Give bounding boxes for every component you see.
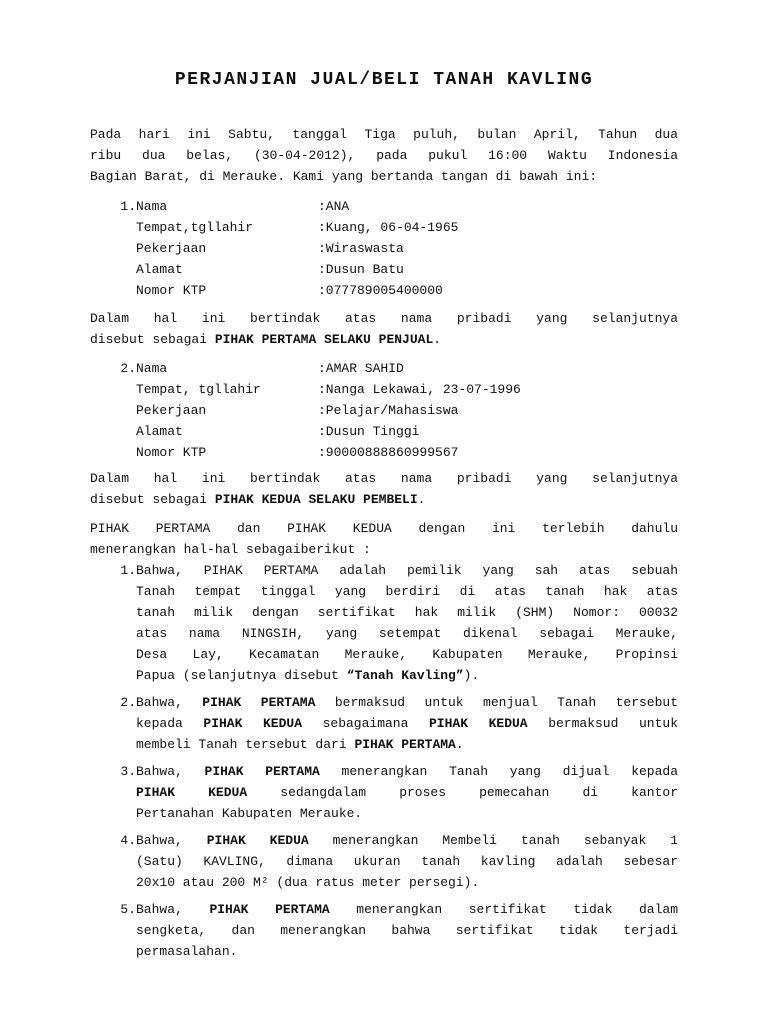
field-value: :Nanga Lekawai, 23-07-1996 <box>318 382 521 397</box>
preamble-line: PIHAK PERTAMA dan PIHAK KEDUA dengan ini terlebih dahulu <box>90 521 678 536</box>
identity-row <box>90 280 678 301</box>
field-value: :Dusun Batu <box>318 262 404 277</box>
party2-identity <box>90 358 678 463</box>
field-label: Nama <box>136 361 168 376</box>
list-number: 2. <box>120 695 136 710</box>
field-value: :077789005400000 <box>318 283 443 298</box>
party2-role-paragraph <box>90 468 678 510</box>
identity-row <box>90 259 678 280</box>
intro-paragraph <box>90 124 678 187</box>
list-item: 2. Bahwa, PIHAK PERTAMA bermaksud untuk menjual Tanah tersebut kepada PIHAK KEDUA sebagaimana PIHAK KEDUA bermaksud untuk membeli Tanah tersebut dari PIHAK PERTAMA. <box>90 692 678 755</box>
field-label: Nama <box>136 199 168 214</box>
field-label: Nomor KTP <box>136 283 207 298</box>
preamble-line: menerangkan hal-hal sebagaiberikut : <box>90 542 371 557</box>
field-label: Tempat, tgllahir <box>136 382 261 397</box>
points-list <box>90 560 678 968</box>
identity-row <box>90 217 678 238</box>
party1-role: PIHAK PERTAMA SELAKU PENJUAL <box>214 332 434 347</box>
field-label: Tempat,tgllahir <box>136 220 254 235</box>
field-label: Alamat <box>136 262 183 277</box>
list-number: 3. <box>120 764 136 779</box>
intro-line: Bagian Barat, di Merauke. Kami yang bertanda tangan di bawah ini: <box>90 169 598 184</box>
preamble-paragraph <box>90 518 678 560</box>
field-value: :AMAR SAHID <box>318 361 404 376</box>
list-number: 2. <box>120 361 136 376</box>
party1-role-paragraph <box>90 308 678 350</box>
list-item: 4. Bahwa, PIHAK KEDUA menerangkan Membeli tanah sebanyak 1 (Satu) KAVLING, dimana ukuran tanah kavling adalah sebesar 20x10 atau 200 M² (dua ratus meter persegi). <box>90 830 678 893</box>
field-value: :90000888860999567 <box>318 445 459 460</box>
field-label: Alamat <box>136 424 183 439</box>
list-item: 5. Bahwa, PIHAK PERTAMA menerangkan sertifikat tidak dalam sengketa, dan menerangkan bahwa sertifikat tidak terjadi permasalahan. <box>90 899 678 962</box>
party1-identity <box>90 196 678 301</box>
identity-row <box>90 196 678 217</box>
list-number: 5. <box>120 902 136 917</box>
field-label: Nomor KTP <box>136 445 207 460</box>
field-value: :Wiraswasta <box>318 241 404 256</box>
intro-line: ribu dua belas, (30-04-2012), pada pukul 16:00 Waktu Indonesia <box>90 148 678 163</box>
document-title: PERJANJIAN JUAL/BELI TANAH KAVLING <box>174 70 594 90</box>
identity-row <box>90 421 678 442</box>
list-number: 1. <box>120 563 136 578</box>
list-item: 1. Bahwa, PIHAK PERTAMA adalah pemilik yang sah atas sebuah Tanah tempat tinggal yang berdiri di atas tanah hak atas tanah milik dengan sertifikat hak milik (SHM) Nomor: 00032 atas nama NINGSIH, yang setempat dikenal sebagai Merauke, Desa Lay, Kecamatan Merauke, Kabupaten Merauke, Propinsi Papua (selanjutnya disebut “Tanah Kavling”). <box>90 560 678 686</box>
list-number: 1. <box>120 199 136 214</box>
role-line: disebut sebagai PIHAK KEDUA SELAKU PEMBELI. <box>90 492 426 507</box>
field-value: :ANA <box>318 199 350 214</box>
role-line: Dalam hal ini bertindak atas nama pribadi yang selanjutnya <box>90 471 678 486</box>
identity-row <box>90 358 678 379</box>
party2-role: PIHAK KEDUA SELAKU PEMBELI <box>214 492 418 507</box>
field-value: :Kuang, 06-04-1965 <box>318 220 459 235</box>
identity-row <box>90 238 678 259</box>
intro-line: Pada hari ini Sabtu, tanggal Tiga puluh, bulan April, Tahun dua <box>90 127 678 142</box>
identity-row <box>90 442 678 463</box>
list-item: 3. Bahwa, PIHAK PERTAMA menerangkan Tanah yang dijual kepada PIHAK KEDUA sedangdalam proses pemecahan di kantor Pertanahan Kabupaten Merauke. <box>90 761 678 824</box>
role-line: disebut sebagai PIHAK PERTAMA SELAKU PENJUAL. <box>90 332 442 347</box>
field-label: Pekerjaan <box>136 403 207 418</box>
identity-row <box>90 400 678 421</box>
role-line: Dalam hal ini bertindak atas nama pribadi yang selanjutnya <box>90 311 678 326</box>
identity-row <box>90 379 678 400</box>
field-value: :Dusun Tinggi <box>318 424 420 439</box>
field-label: Pekerjaan <box>136 241 207 256</box>
list-number: 4. <box>120 833 136 848</box>
defined-term: “Tanah Kavling” <box>346 668 464 683</box>
field-value: :Pelajar/Mahasiswa <box>318 403 459 418</box>
